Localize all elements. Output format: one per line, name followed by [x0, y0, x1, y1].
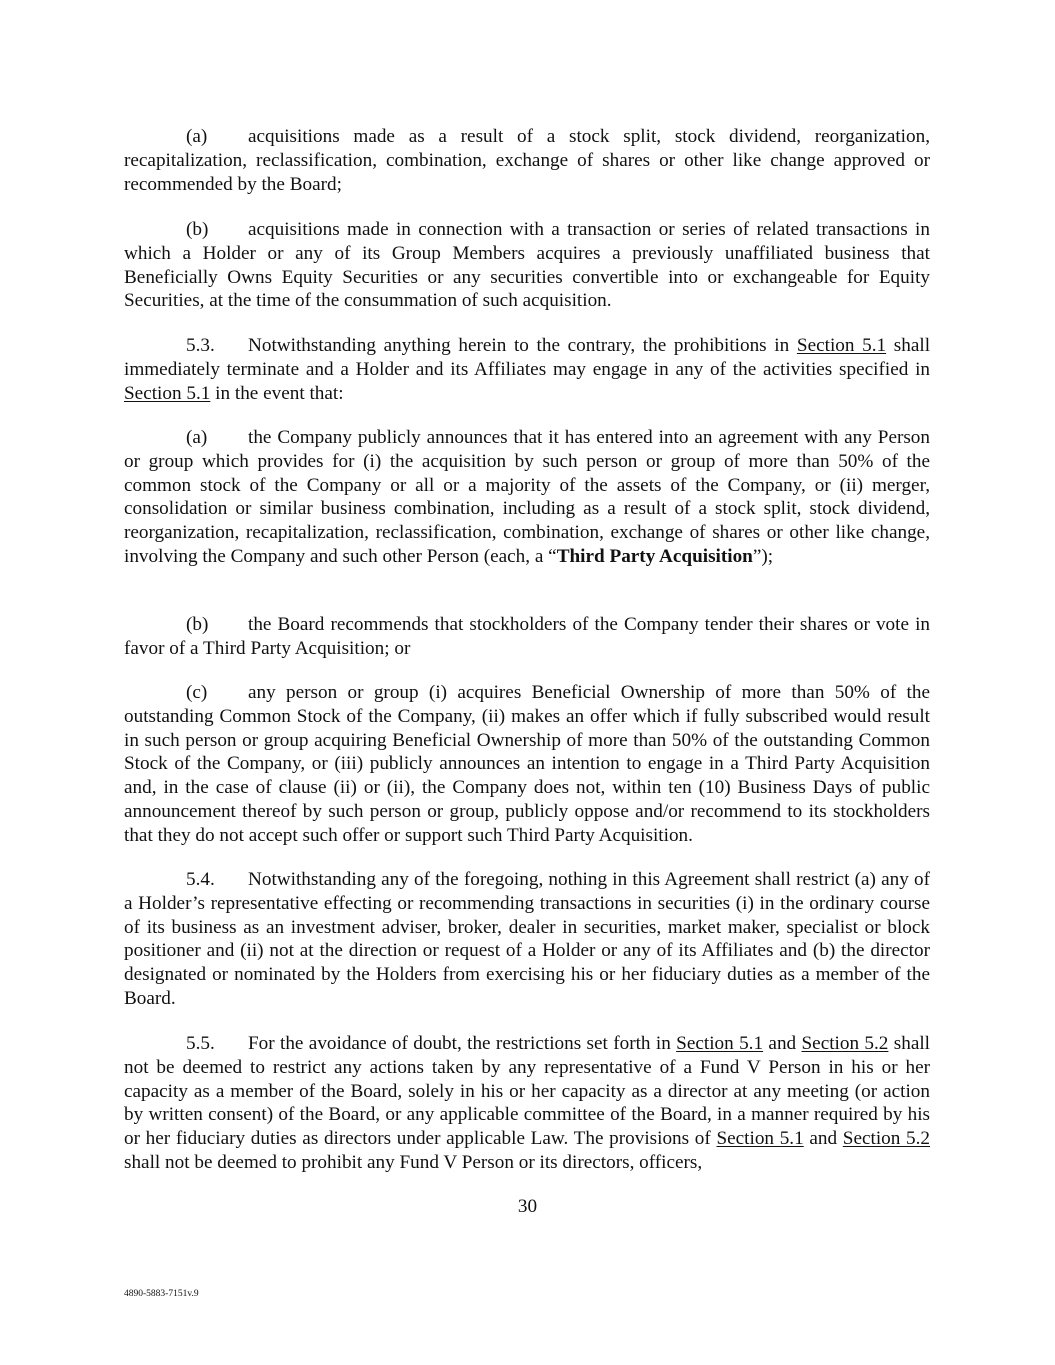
- cross-reference: Section 5.1: [716, 1128, 804, 1150]
- paragraph-text: and: [768, 1033, 797, 1054]
- paragraph-a-company-announces: [124, 426, 930, 569]
- section-5-4: [124, 868, 930, 1011]
- paragraph-b-board-recommends: [124, 613, 930, 661]
- page-number: 30: [517, 1196, 538, 1217]
- paragraph-text: acquisitions made as a result of a stock split, stock dividend, reorganization, recapitalization, reclassification, combination, exchange of shares or other like change approved or recommended by the Board;: [124, 126, 930, 195]
- cross-reference: Section 5.1: [124, 382, 211, 404]
- paragraph-label: (b): [186, 219, 209, 240]
- paragraph-b-related-transactions: [124, 218, 930, 313]
- paragraph-text: For the avoidance of doubt, the restrictions set forth in: [248, 1033, 671, 1054]
- cross-reference: Section 5.1: [796, 335, 887, 356]
- paragraph-text: acquisitions made in connection with a transaction or series of related transactions in which a Holder or any of its Group Members acquires a previously unaffiliated business that Beneficially Owns Equity Securities or any securities convertible into or exchangeable for Equity Securities, at the time of the consummation of such acquisition.: [124, 219, 930, 312]
- section-5-5: [124, 1032, 930, 1175]
- paragraph-text: any person or group (i) acquires Beneficial Ownership of more than 50% of the outstanding Common Stock of the Company, (ii) makes an offer which if fully subscribed would result in such person or group acquiring Beneficial Ownership of more than 50% of the outstanding Common Stock of the Company, or (iii) publicly announces an intention to engage in a Third Party Acquisition and, in the case of clause (ii) or (ii), the Company does not, within ten (10) Business Days of public announcement thereof by such person or group, publicly oppose and/or recommend to its stockholders that they do not accept such offer or support such Third Party Acquisition.: [124, 682, 930, 846]
- paragraph-text: in the event that:: [215, 382, 344, 404]
- paragraph-text: the Company publicly announces that it has entered into an agreement with any Person or group which provides for (i) the acquisition by such person or group of more than 50% of the common stock of the Company or all or a majority of the assets of the Company, or (ii) merger, consolidation or similar business combination, including as a result of a stock split, stock dividend, reorganization, recapitalization, reclassification, combination, exchange of shares or other like change, involving the Company and such other Person (each, a “: [124, 427, 930, 567]
- paragraph-text: shall not be deemed to restrict any actions taken by any representative of a Fund V Person in his or her capacity as a member of the Board, solely in his or her capacity as a director at any meeting (or action by written consent) of the Board, or any applicable committee of the Board, in a manner required by his or her fiduciary duties as directors under applicable Law. The provisions of: [124, 1033, 931, 1150]
- document-id: 4890-5883-7151v.9: [124, 1289, 199, 1299]
- paragraph-a-stock-split: [124, 125, 930, 196]
- paragraph-label: (a): [186, 126, 208, 147]
- paragraph-text: Notwithstanding any of the foregoing, nothing in this Agreement shall restrict (a) any of a Holder’s representative effecting or recommending transactions in securities (i) in the ordinary course of its business as an investment adviser, broker, dealer in securities, market maker, specialist or block positioner and (ii) not at the direction or request of a Holder or any of its Affiliates and (b) the director designated or nominated by the Holders from exercising his or her fiduciary duties as a member of the Board.: [124, 869, 930, 1009]
- paragraph-text: the Board recommends that stockholders of the Company tender their shares or vote in favor of a Third Party Acquisition; or: [124, 614, 930, 659]
- defined-term: Third Party Acquisition: [556, 545, 753, 567]
- paragraph-text: and: [809, 1128, 838, 1150]
- section-number: 5.5.: [186, 1033, 215, 1054]
- paragraph-label: (c): [186, 682, 208, 703]
- paragraph-label: (a): [186, 427, 208, 448]
- section-5-3: [124, 334, 930, 405]
- cross-reference: Section 5.2: [801, 1033, 889, 1054]
- paragraph-text: shall not be deemed to prohibit any Fund V Person or its directors, officers,: [124, 1151, 703, 1173]
- paragraph-text: Notwithstanding anything herein to the contrary, the prohibitions in: [248, 335, 790, 356]
- paragraph-label: (b): [186, 614, 209, 635]
- paragraph-text: ”);: [752, 545, 774, 567]
- paragraph-c-person-or-group: [124, 681, 930, 848]
- paragraph-text: shall immediately terminate and a Holder and its Affiliates may engage in any of the activities specified in: [124, 335, 931, 380]
- section-number: 5.3.: [186, 335, 215, 356]
- section-number: 5.4.: [186, 869, 215, 890]
- cross-reference: Section 5.2: [842, 1128, 931, 1150]
- cross-reference: Section 5.1: [676, 1033, 764, 1054]
